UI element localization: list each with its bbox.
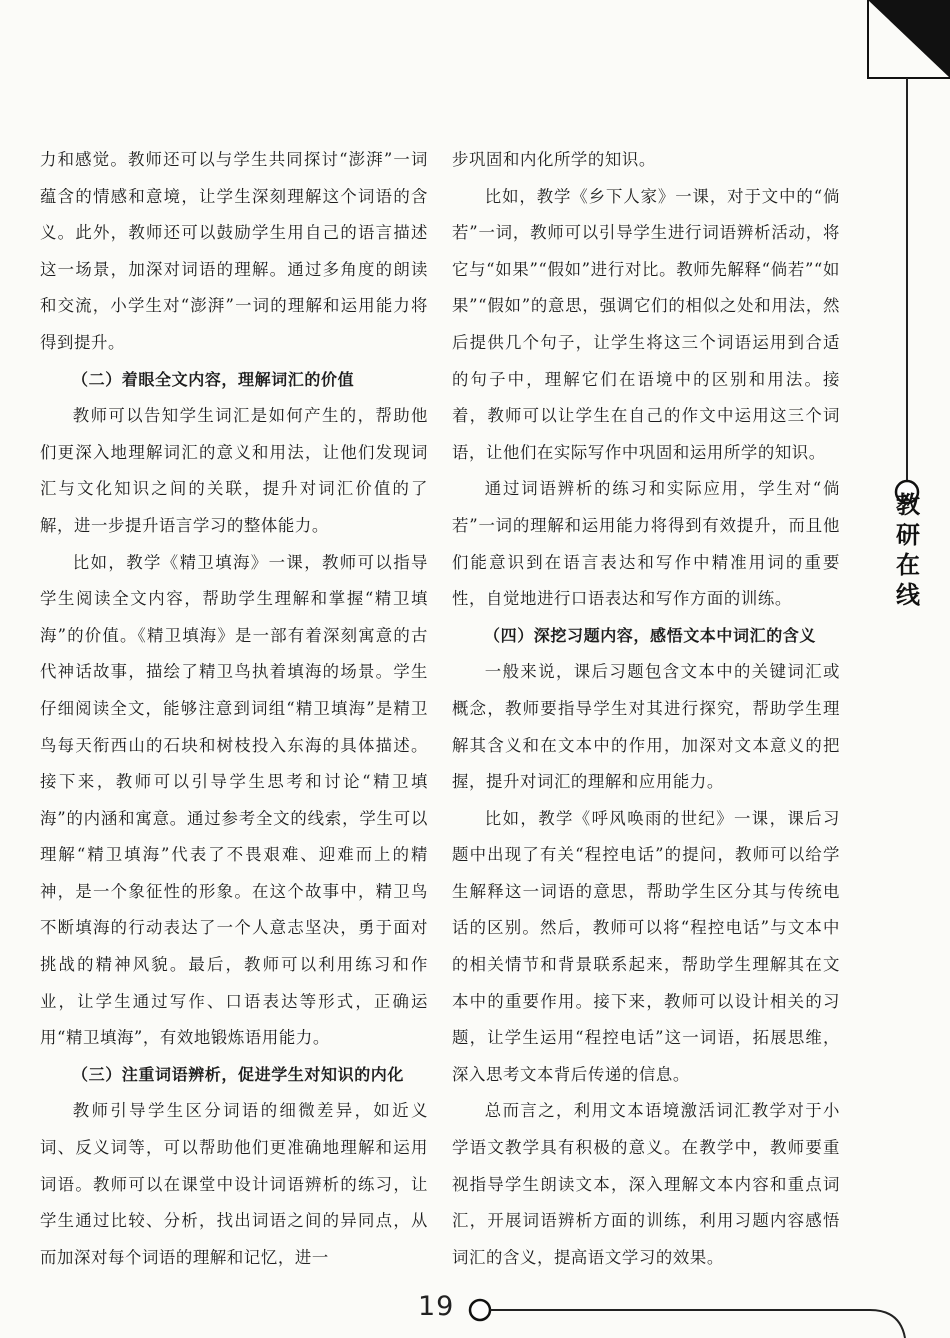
paragraph: 力和感觉。教师还可以与学生共同探讨“澎湃”一词蕴含的情感和意境，让学生深刻理解这个词语的含义。此外，教师还可以鼓励学生用自己的语言描述这一场景，加深对词语的理解。通过多角度的朗读和交流，小学生对“澎湃”一词的理解和运用能力将得到提升。 — [40, 150, 428, 352]
left-column — [40, 142, 428, 1276]
paragraph: 步巩固和内化所学的知识。 — [452, 150, 656, 169]
section-label-char: 在 — [896, 551, 920, 579]
section-label — [888, 490, 928, 610]
section-label-char: 教 — [896, 491, 920, 519]
right-column — [452, 142, 840, 1276]
paragraph: 教师可以告知学生词汇是如何产生的，帮助他们更深入地理解词汇的意义和用法，让他们发现词汇与文化知识之间的关联，提升对词汇价值的了解，进一步提升语言学习的整体能力。 — [40, 406, 428, 535]
section-label-char: 线 — [896, 581, 920, 609]
section-heading: （四）深挖习题内容，感悟文本中词汇的含义 — [484, 625, 817, 645]
section-label-char: 研 — [896, 521, 920, 549]
paragraph: 通过词语辨析的练习和实际应用，学生对“倘若”一词的理解和运用能力将得到有效提升，而且他们能意识到在语言表达和写作中精准用词的重要性，自觉地进行口语表达和写作方面的训练。 — [452, 479, 840, 609]
page-number: 19 — [418, 1291, 455, 1322]
paragraph: 总而言之，利用文本语境激活词汇教学对于小学语文教学具有积极的意义。在教学中，教师要重视指导学生朗读文本，深入理解文本内容和重点词汇，开展词语辨析方面的训练，利用习题内容感悟词汇的含义，提高语文学习的效果。 — [452, 1101, 840, 1267]
paragraph: 比如，教学《呼风唤雨的世纪》一课，课后习题中出现了有关“程控电话”的提问，教师可以给学生解释这一词语的意思，帮助学生区分其与传统电话的区别。然后，教师可以将“程控电话”与文本中的相关情节和背景联系起来，帮助学生理解其在文本中的重要作用。接下来，教师可以设计相关的习题，让学生运用“程控电话”这一词语，拓展思维，深入思考文本背后传递的信息。 — [452, 808, 840, 1084]
bottom-rule-circle-icon — [470, 1300, 490, 1320]
paragraph: 比如，教学《精卫填海》一课，教师可以指导学生阅读全文内容，帮助学生理解和掌握“精卫填海”的价值。《精卫填海》是一部有着深刻寓意的古代神话故事，描绘了精卫鸟执着填海的场景。学生仔细阅读全文，能够注意到词组“精卫填海”是精卫鸟每天衔西山的石块和树枝投入东海的具体描述。接下来，教师可以引导学生思考和讨论“精卫填海”的内涵和寓意。通过参考全文的线索，学生可以理解“精卫填海”代表了不畏艰难、迎难而上的精神，是一个象征性的形象。在这个故事中，精卫鸟不断填海的行动表达了一个人意志坚决，勇于面对挑战的精神风貌。最后，教师可以利用练习和作业，让学生通过写作、口语表达等形式，正确运用“精卫填海”，有效地锻炼语用能力。 — [40, 552, 428, 1048]
paragraph: 一般来说，课后习题包含文本中的关键词汇或概念，教师要指导学生对其进行探究，帮助学生理解其含义和在文本中的作用，加深对文本意义的把握，提升对词汇的理解和应用能力。 — [452, 662, 840, 792]
paragraph: 教师引导学生区分词语的细微差异，如近义词、反义词等，可以帮助他们更准确地理解和运用词语。教师可以在课堂中设计词语辨析的练习，让学生通过比较、分析，找出词语之间的异同点，从而加深对每个词语的理解和记忆，进一 — [40, 1101, 428, 1267]
section-heading: （三）注重词语辨析，促进学生对知识的内化 — [72, 1064, 405, 1084]
paragraph: 比如，教学《乡下人家》一课，对于文中的“倘若”一词，教师可以引导学生进行词语辨析活动，将它与“如果”“假如”进行对比。教师先解释“倘若”“如果”“假如”的意思，强调它们的相似之处和用法，然后提供几个句子，让学生将这三个词语运用到合适的句子中，理解它们在语境中的区别和用法。接着，教师可以让学生在自己的作文中运用这三个词语，让他们在实际写作中巩固和运用所学的知识。 — [452, 186, 840, 462]
corner-triangle-icon — [868, 0, 950, 78]
bottom-rule-line — [490, 1310, 905, 1338]
section-heading: （二）着眼全文内容，理解词汇的价值 — [72, 369, 355, 389]
